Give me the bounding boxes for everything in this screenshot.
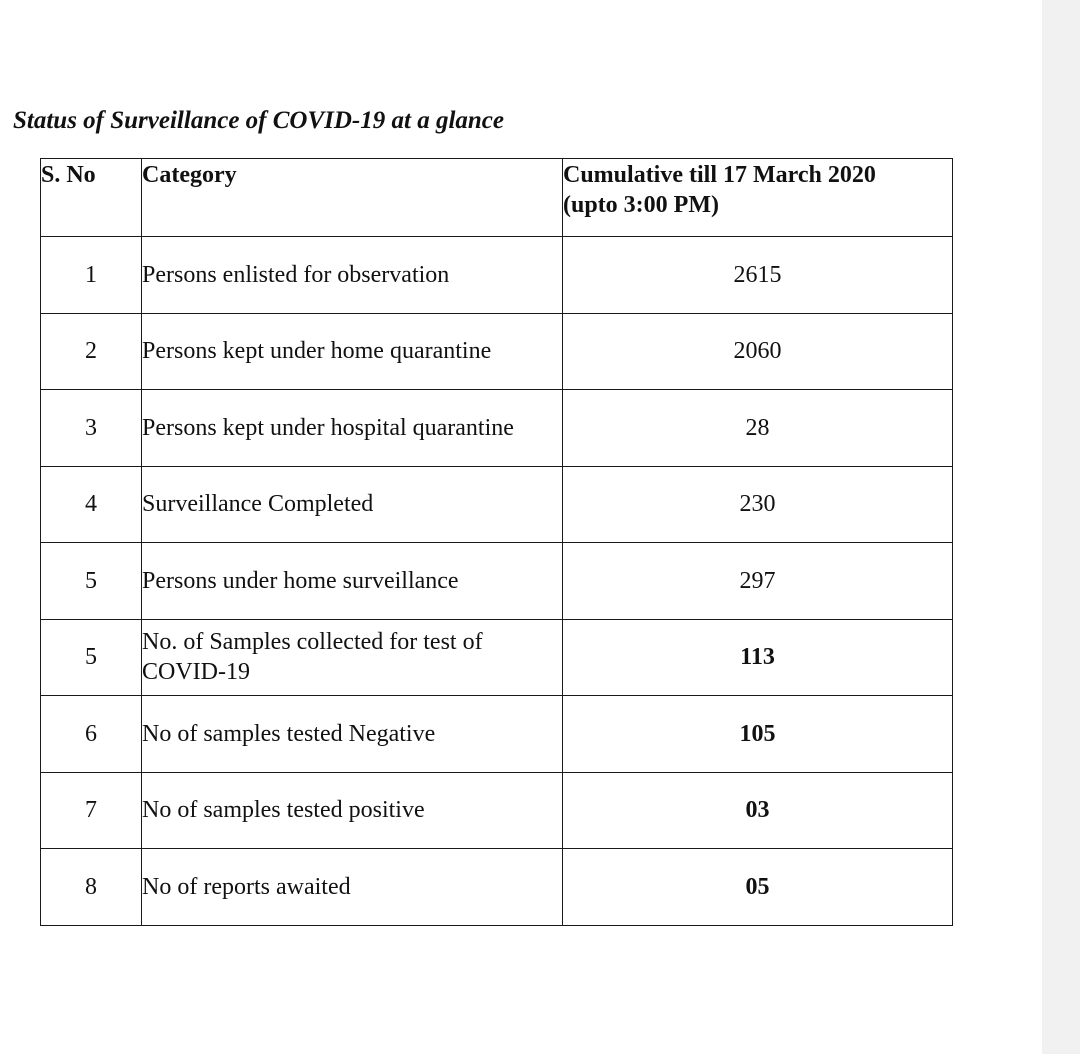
- table-row: [41, 696, 953, 773]
- row-sno: 8: [41, 849, 142, 926]
- row-value: 05: [563, 849, 953, 926]
- surveillance-table: [40, 158, 953, 926]
- row-value: 2060: [563, 313, 953, 390]
- row-value: 113: [563, 619, 953, 696]
- table-row: [41, 772, 953, 849]
- row-value: 03: [563, 772, 953, 849]
- row-sno: 4: [41, 466, 142, 543]
- row-category: Persons enlisted for observation: [142, 237, 563, 314]
- table-row: [41, 849, 953, 926]
- table-row: [41, 237, 953, 314]
- row-sno: 2: [41, 313, 142, 390]
- header-cumulative-line2: (upto 3:00 PM): [563, 192, 719, 218]
- header-cumulative: [563, 159, 953, 237]
- row-sno: 1: [41, 237, 142, 314]
- table-row: [41, 466, 953, 543]
- row-category: No. of Samples collected for test of COVID-19: [142, 619, 563, 696]
- header-category: Category: [142, 159, 563, 237]
- row-value: 297: [563, 543, 953, 620]
- row-category: No of samples tested positive: [142, 772, 563, 849]
- row-category: No of reports awaited: [142, 849, 563, 926]
- table-row: [41, 543, 953, 620]
- page-title: Status of Surveillance of COVID-19 at a glance: [13, 107, 504, 134]
- row-category: Persons kept under hospital quarantine: [142, 390, 563, 467]
- header-sno: S. No: [41, 159, 142, 237]
- table-header-row: [41, 159, 953, 237]
- row-value: 230: [563, 466, 953, 543]
- row-category: No of samples tested Negative: [142, 696, 563, 773]
- viewer-margin: [1042, 0, 1080, 1054]
- row-category: Persons under home surveillance: [142, 543, 563, 620]
- row-value: 28: [563, 390, 953, 467]
- table-row: [41, 313, 953, 390]
- row-sno: 5: [41, 543, 142, 620]
- row-value: 105: [563, 696, 953, 773]
- row-sno: 7: [41, 772, 142, 849]
- row-sno: 3: [41, 390, 142, 467]
- row-sno: 5: [41, 619, 142, 696]
- row-sno: 6: [41, 696, 142, 773]
- row-category: Persons kept under home quarantine: [142, 313, 563, 390]
- row-category: Surveillance Completed: [142, 466, 563, 543]
- header-cumulative-line1: Cumulative till 17 March 2020: [563, 162, 876, 188]
- row-value: 2615: [563, 237, 953, 314]
- table-row: [41, 390, 953, 467]
- table-row: [41, 619, 953, 696]
